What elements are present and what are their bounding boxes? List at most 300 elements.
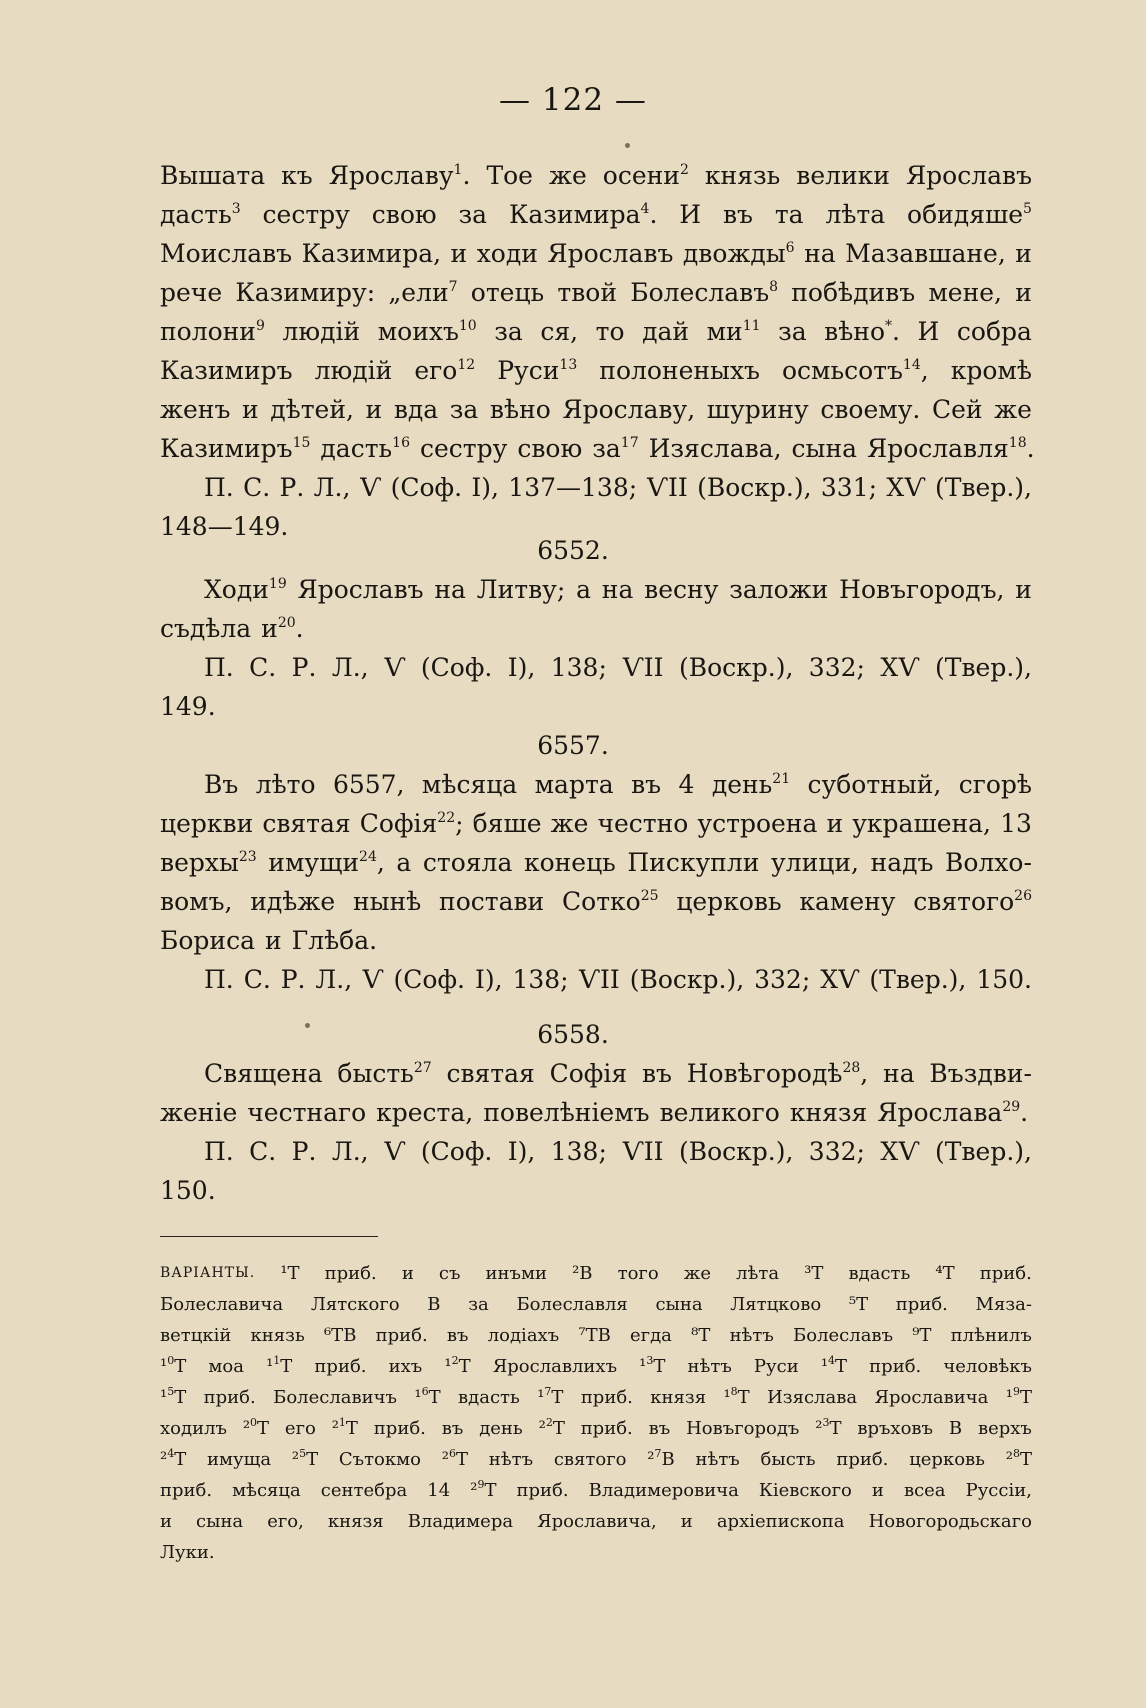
footnote-word: архіепископа: [716, 1511, 845, 1532]
word: суботный,: [807, 770, 942, 799]
footnote-divider: [160, 1236, 378, 1237]
word: ѴII: [622, 653, 664, 682]
footnote-word: Кіевского: [758, 1480, 852, 1501]
footnote-word: егда: [630, 1325, 672, 1346]
word: Р.: [291, 1137, 317, 1166]
footnote-word: вдасть: [848, 1263, 911, 1284]
footnote-word: ¹$^9$Т: [1005, 1385, 1032, 1408]
word: 138;: [550, 653, 607, 682]
footnote-word: Ярославлихъ: [492, 1356, 618, 1377]
footnote-word: Болеславъ: [793, 1325, 894, 1346]
footnote-word: святого: [553, 1449, 627, 1470]
footnote-word: и: [160, 1511, 172, 1532]
word: и: [241, 395, 259, 424]
text-line: [160, 1054, 1032, 1093]
word: кромѣ: [950, 356, 1032, 385]
word: $ми^{11}$: [706, 317, 761, 346]
word: (Соф.: [420, 1137, 493, 1166]
word: Тое: [486, 161, 533, 190]
footnote-word: ихъ: [388, 1356, 423, 1377]
word: церковь: [676, 887, 782, 916]
footnote-word: Ярославича,: [537, 1511, 657, 1532]
footnote-line: [160, 1444, 1032, 1475]
footnote-word: нѣтъ: [687, 1356, 732, 1377]
footnote-word: ²$^4$Т: [160, 1447, 187, 1470]
footnote-word: ¹$^0$Т: [160, 1354, 187, 1377]
footnote-word: въ: [441, 1418, 464, 1439]
word: надъ: [870, 848, 934, 877]
word: Сей: [931, 395, 983, 424]
footnote-word: приб.: [314, 1356, 367, 1377]
word: С.: [243, 965, 271, 994]
word: Сотко$^{25}$: [562, 887, 659, 916]
word: людій: [314, 356, 393, 385]
word: въ: [631, 770, 662, 799]
word: украшена,: [852, 809, 991, 838]
footnote-word: ⁴Т: [935, 1263, 955, 1284]
footnote-word: ¹$^4$Т: [820, 1354, 848, 1377]
text-line: [160, 195, 1032, 234]
entry-6552: [160, 570, 1032, 726]
footnote-word: приб.: [516, 1480, 569, 1501]
word: П.: [204, 653, 234, 682]
page-number: — 122 —: [499, 82, 647, 118]
footnote-word: приб.: [836, 1449, 889, 1470]
word: Софія: [549, 1059, 628, 1088]
word: мене,: [928, 278, 1003, 307]
word: (Твер.),: [935, 653, 1032, 682]
footnote-word: приб.: [375, 1325, 428, 1346]
word: а: [576, 575, 591, 604]
footnote-line: [160, 1382, 1032, 1413]
word: XѴ: [886, 473, 926, 502]
footnote-word: за: [468, 1294, 489, 1315]
word: Л.,: [331, 653, 369, 682]
word: (Соф.: [390, 473, 463, 502]
text-line: [160, 429, 1035, 468]
footnote-word: и: [401, 1263, 414, 1284]
footnote-word: же: [683, 1263, 712, 1284]
word: 4: [678, 770, 695, 799]
footnote-word: ¹$^5$Т: [160, 1385, 187, 1408]
word: Софія$^{22}$;: [359, 809, 464, 838]
footnote-word: ¹$^3$Т: [639, 1354, 666, 1377]
word: ѴII: [646, 473, 688, 502]
word: дасть$^3$: [160, 200, 241, 229]
word: идѣже: [250, 887, 336, 916]
word: 150.: [160, 1176, 216, 1205]
word: стояла: [422, 848, 513, 877]
footnote-word: ²$^6$Т: [441, 1447, 468, 1470]
word: Бориса: [160, 926, 255, 955]
word: вѣно: [489, 395, 551, 424]
reference-line: [160, 1171, 1032, 1210]
word: полоненыхъ: [599, 356, 760, 385]
word: и: [826, 809, 844, 838]
footnote-word: ⁶ТВ: [323, 1325, 357, 1346]
word: I),: [474, 965, 503, 994]
footnote-word: человѣкъ: [943, 1356, 1032, 1377]
word: дасть$^{16}$: [320, 434, 410, 463]
word: нынѣ: [352, 887, 422, 916]
entry-6558-reference: [160, 1132, 1032, 1210]
word: великого: [659, 1098, 780, 1127]
word: обидяше$^5$: [907, 200, 1032, 229]
word: на: [883, 1059, 915, 1088]
word: Мазавшане,: [845, 239, 1006, 268]
footnote-word: день: [479, 1418, 523, 1439]
word: Литву;: [476, 575, 566, 604]
word: князь: [704, 161, 781, 190]
word: вѣно*.: [824, 317, 900, 346]
block1-text: [160, 156, 1035, 468]
text-line: [160, 804, 1032, 843]
word: XѴ: [880, 653, 920, 682]
footnote-word: бысть: [760, 1449, 816, 1470]
word: П.: [204, 965, 234, 994]
footnote-word: приб.: [979, 1263, 1032, 1284]
footnote-word: В: [427, 1294, 441, 1315]
word: (Соф.: [393, 965, 465, 994]
word: Казимиру:: [235, 278, 376, 307]
footnote-word: верхъ: [977, 1418, 1032, 1439]
footnote-word: Новъгородъ: [686, 1418, 800, 1439]
word: Моиславъ: [160, 239, 293, 268]
footnote-word: ²$^2$Т: [538, 1416, 565, 1439]
word: (Твер.),: [935, 1137, 1032, 1166]
word: ѴII: [578, 965, 620, 994]
word: С.: [249, 653, 277, 682]
footnote-word: нѣтъ: [488, 1449, 534, 1470]
word: святого$^{26}$: [913, 887, 1032, 916]
footnote-word: ³Т: [804, 1263, 824, 1284]
word: (Твер.),: [869, 965, 967, 994]
text-line: [160, 921, 1032, 960]
word: моихъ$^{10}$: [377, 317, 477, 346]
footnote-word: Лятского: [310, 1294, 400, 1315]
footnote-line: [160, 1351, 1032, 1382]
word: отець: [470, 278, 545, 307]
word: въ: [722, 200, 753, 229]
text-line: [160, 156, 1032, 195]
word: Новѣгородѣ$^{28}$,: [686, 1059, 869, 1088]
footnote-word: приб.: [869, 1356, 922, 1377]
word: Волхо-: [945, 848, 1032, 877]
word: Новъгородъ,: [839, 575, 1005, 604]
word: мѣсяца: [421, 770, 518, 799]
footnote-line: [160, 1289, 1032, 1320]
footnote-word: Сътокмо: [338, 1449, 421, 1470]
footnote-word: ⁹Т: [912, 1325, 932, 1346]
word: людій: [282, 317, 361, 346]
footnote-line: [160, 1475, 1032, 1506]
word: же: [550, 809, 589, 838]
footnote-word: ¹$^6$Т: [414, 1385, 441, 1408]
word: Ярославу$^1$.: [328, 161, 471, 190]
text-line: [160, 609, 1032, 648]
year-heading-6558: 6558.: [537, 1020, 609, 1049]
word: заложи: [729, 575, 829, 604]
word: П.: [204, 473, 234, 502]
footnote-word: Руссіи,: [965, 1480, 1032, 1501]
footnote-word: Изяслава: [767, 1387, 858, 1408]
footnote-word: приб.: [580, 1418, 633, 1439]
word: 332;: [808, 1137, 865, 1166]
footnote-word: Мяза-: [975, 1294, 1032, 1315]
footnote-word: приб.: [895, 1294, 948, 1315]
word: женъ: [160, 395, 231, 424]
footnote-word: князя: [327, 1511, 384, 1532]
word: день$^{21}$: [711, 770, 791, 799]
word: I),: [507, 1137, 536, 1166]
footnote-word: лодіахъ: [487, 1325, 560, 1346]
entry-6552-text: [160, 570, 1032, 648]
footnote-word: приб.: [203, 1387, 256, 1408]
word: I),: [471, 473, 499, 502]
word: Р.: [279, 473, 305, 502]
word: на: [601, 575, 634, 604]
footnote-word: нѣтъ: [695, 1449, 740, 1470]
word: Въ: [204, 770, 239, 799]
word: повелѣніемъ: [483, 1098, 650, 1127]
word: за: [494, 317, 523, 346]
text-line: [160, 234, 1032, 273]
reference-line: [160, 468, 1032, 507]
footnote-word: ²$^1$Т: [331, 1416, 358, 1439]
footnote-word: ветцкій: [160, 1325, 232, 1346]
word: (Воскр.),: [678, 1137, 794, 1166]
word: верхы$^{23}$: [160, 848, 257, 877]
word: и: [365, 395, 383, 424]
word: Священа: [204, 1059, 323, 1088]
footnote-word: ¹$^8$Т: [723, 1385, 750, 1408]
word: I),: [507, 653, 536, 682]
year-heading-6552: 6552.: [537, 536, 609, 565]
text-line: [160, 882, 1032, 921]
word: Ѵ: [384, 653, 406, 682]
text-line: [160, 843, 1032, 882]
footnote-line: [160, 1413, 1032, 1444]
word: 149.: [160, 692, 216, 721]
word: за: [449, 395, 479, 424]
word: 138;: [550, 1137, 607, 1166]
word: устроена: [697, 809, 818, 838]
word: Ярослава$^{29}$.: [877, 1098, 1029, 1127]
word: и: [1015, 575, 1032, 604]
text-line: [160, 390, 1032, 429]
text-line: [160, 570, 1032, 609]
text-line: [160, 312, 1032, 351]
entry-6558-text: [160, 1054, 1032, 1132]
footnote-word: плѣнилъ: [950, 1325, 1032, 1346]
word: на: [434, 575, 466, 604]
footnote-word: въ: [446, 1325, 469, 1346]
word: Казимиръ: [160, 356, 293, 385]
footnote-word: нѣтъ: [729, 1325, 774, 1346]
word: XѴ: [880, 1137, 920, 1166]
footnote-word: Руси: [753, 1356, 799, 1377]
word: его$^{12}$: [414, 356, 476, 385]
footnote-word: сына: [196, 1511, 244, 1532]
footnote-word: В: [948, 1418, 963, 1439]
word: 148—149.: [160, 512, 289, 541]
entry-6552-reference: [160, 648, 1032, 726]
word: лѣта: [825, 200, 886, 229]
text-line: [160, 273, 1032, 312]
word: двожды$^6$: [682, 239, 795, 268]
footnote-word: ¹Т: [280, 1263, 300, 1284]
footnote-word: приб.: [324, 1263, 377, 1284]
year-heading-6557: 6557.: [537, 731, 609, 760]
footnote-word: приб.: [580, 1387, 633, 1408]
text-line: [160, 351, 1032, 390]
word: 332;: [808, 653, 865, 682]
entry-6557-reference: [160, 960, 1032, 999]
word: честнаго: [247, 1098, 367, 1127]
footnote-word: Владимера: [407, 1511, 514, 1532]
word: С.: [249, 1137, 277, 1166]
word: бяше: [472, 809, 542, 838]
word: Л.,: [313, 473, 351, 502]
word: весну: [644, 575, 719, 604]
word: осмьсотъ$^{14}$,: [782, 356, 929, 385]
word: вда: [393, 395, 439, 424]
word: дѣтей,: [270, 395, 354, 424]
footnote-word: инъми: [485, 1263, 547, 1284]
word: Глѣба.: [291, 926, 378, 955]
word: Болеславъ$^8$: [630, 278, 779, 307]
word: конець: [523, 848, 616, 877]
footnote-word: Луки.: [160, 1542, 215, 1563]
word: свою: [517, 434, 583, 463]
footnote-word: ²$^7$В: [647, 1447, 675, 1470]
footnote-word: вдасть: [458, 1387, 520, 1408]
word: сестру: [419, 434, 508, 463]
word: ся,: [540, 317, 579, 346]
word: же: [548, 161, 587, 190]
footnote-line: [160, 1320, 1032, 1351]
word: П.: [204, 1137, 234, 1166]
footnote-word: всеа: [903, 1480, 946, 1501]
word: побѣдивъ: [791, 278, 916, 307]
footnote-word: Новогородьскаго: [868, 1511, 1032, 1532]
text-line: [160, 765, 1032, 804]
word: а: [396, 848, 412, 877]
word: сгорѣ: [958, 770, 1032, 799]
word: Казимира$^4$.: [508, 200, 658, 229]
word: Казимира,: [301, 239, 442, 268]
footnote-word: ⁸Т: [691, 1325, 711, 1346]
footnote-word: и: [871, 1480, 884, 1501]
word: Л.,: [331, 1137, 369, 1166]
footnote-word: его: [284, 1418, 316, 1439]
footnote-word: ⁷ТВ: [578, 1325, 611, 1346]
word: къ: [281, 161, 313, 190]
word: велики: [796, 161, 890, 190]
word: марта: [534, 770, 614, 799]
footnote-word: и: [680, 1511, 693, 1532]
word: и: [450, 239, 468, 268]
word: сына: [791, 434, 858, 463]
footnote-word: Болеславля: [516, 1294, 628, 1315]
footnote-word: приб.: [373, 1418, 426, 1439]
entry-6557-text: [160, 765, 1032, 960]
word: Руси$^{13}$: [497, 356, 578, 385]
word: С.: [243, 473, 271, 502]
footnote-line: [160, 1258, 1032, 1289]
entry-6557: [160, 765, 1032, 999]
word: Изяслава,: [648, 434, 782, 463]
footnote-word: Лятцково: [730, 1294, 822, 1315]
word: XѴ: [820, 965, 860, 994]
word: Л.,: [315, 965, 353, 994]
footnote-word: князь: [250, 1325, 305, 1346]
word: (Воскр.),: [678, 653, 794, 682]
word: (Воскр.),: [629, 965, 745, 994]
footnote-word: имуща: [207, 1449, 272, 1470]
word: собра: [956, 317, 1032, 346]
word: и: [265, 926, 282, 955]
footnote-word: Болеславичъ: [273, 1387, 397, 1408]
footnote-lines: [160, 1258, 1032, 1568]
word: святая: [262, 809, 351, 838]
footnote-word: князя: [650, 1387, 707, 1408]
footnote-word: ¹$^2$Т: [444, 1354, 471, 1377]
word: Ярославу,: [562, 395, 696, 424]
word: своему.: [820, 395, 921, 424]
word: И: [679, 200, 702, 229]
word: Ярославъ: [905, 161, 1032, 190]
word: 138;: [512, 965, 569, 994]
footnote-word: его,: [267, 1511, 304, 1532]
word: $и^{20}$.: [261, 614, 304, 643]
word: Ярославъ: [547, 239, 674, 268]
word: та: [774, 200, 804, 229]
footnote-word: ²В: [572, 1263, 593, 1284]
footnote-word: ⁵Т: [848, 1294, 869, 1315]
footnote-word: ²$^5$Т: [291, 1447, 319, 1470]
footnote-word: церковь: [909, 1449, 985, 1470]
word: честно: [597, 809, 689, 838]
word: и: [1015, 278, 1032, 307]
footnote-word: моа: [208, 1356, 244, 1377]
footnote-word: ходилъ: [160, 1418, 227, 1439]
footnote-word: 14: [427, 1480, 451, 1501]
word: 332;: [754, 965, 811, 994]
word: Р.: [280, 965, 306, 994]
footnote-word: въ: [648, 1418, 671, 1439]
word: святая: [446, 1059, 535, 1088]
word: Р.: [291, 653, 317, 682]
word: лѣто: [255, 770, 316, 799]
word: $за^{17}$: [592, 434, 639, 463]
word: въ: [641, 1059, 672, 1088]
word: 13: [1000, 809, 1032, 838]
word: Ярославля$^{18}$.: [867, 434, 1035, 463]
word: И: [917, 317, 940, 346]
word: 6557,: [332, 770, 405, 799]
word: сестру: [262, 200, 350, 229]
word: то: [595, 317, 625, 346]
word: Ходи$^{19}$: [204, 575, 287, 604]
word: церкви: [160, 809, 254, 838]
word: имущи$^{24}$,: [268, 848, 385, 877]
footnote-word: съ: [438, 1263, 461, 1284]
word: же: [994, 395, 1032, 424]
word: постави: [439, 887, 545, 916]
word: осени$^2$: [602, 161, 689, 190]
word: Вышата: [160, 161, 266, 190]
